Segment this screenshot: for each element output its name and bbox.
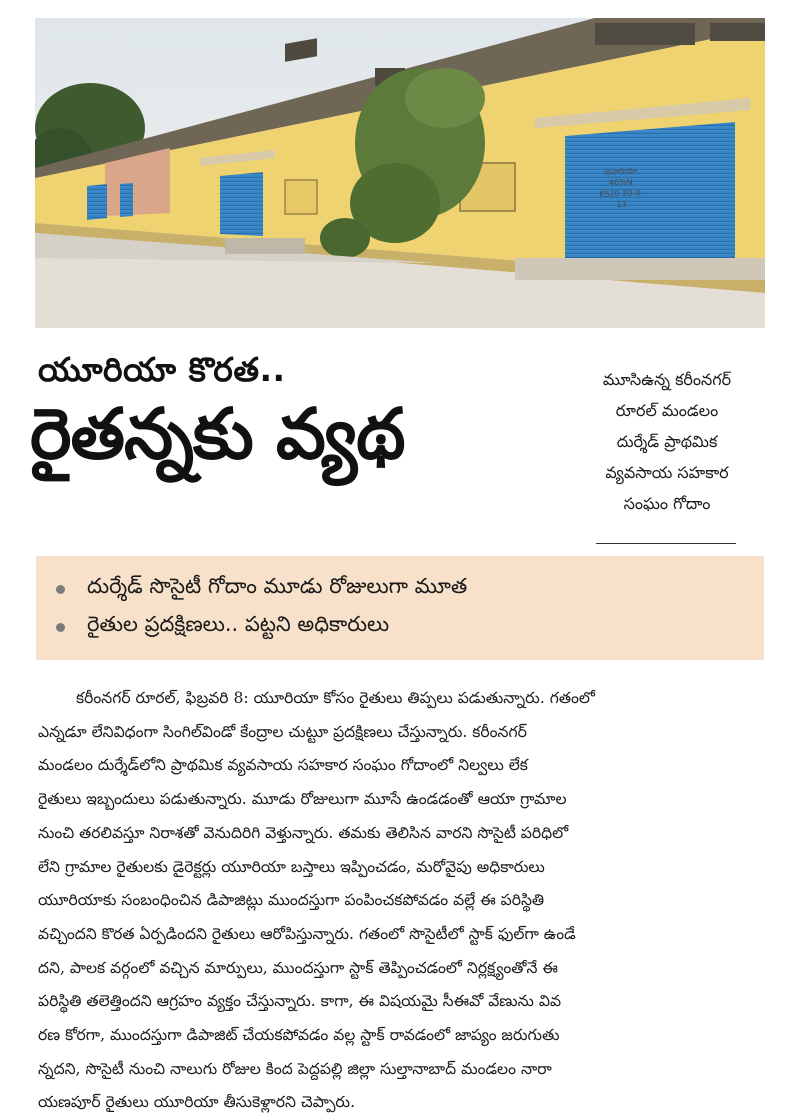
body-line: దని, పాలక వర్గంలో వచ్చిన మార్పులు, ముందస్తుగా స్టాక్ తెప్పించడంలో నిర్లక్ష్యంతోనే ఈ — [38, 958, 558, 977]
bullet-icon — [56, 585, 65, 594]
body-line: రైతులు ఇబ్బందులు పడుతున్నారు. మూడు రోజులుగా మూసే ఉండడంతో ఆయా గ్రామాల — [38, 790, 567, 809]
highlight-item — [56, 570, 764, 608]
body-line: రణ కోరగా, ముందస్తుగా డిపాజిట్ చేయకపోవడం వల్ల స్టాక్ రావడంలో జాప్యం జరుగుతు — [38, 1026, 560, 1045]
highlights-box — [36, 556, 764, 660]
article-body — [38, 682, 764, 1120]
body-line: యణపూర్ రైతులు యూరియా తీసుకెళ్లారని చెప్పారు. — [38, 1093, 356, 1112]
body-line: పరిస్థితి తలెత్తిందని ఆగ్రహం వ్యక్తం చేస్తున్నారు. కాగా, ఈ విషయమై సీఈవో వేణును వివ — [38, 992, 562, 1011]
highlight-item — [56, 608, 764, 646]
wall-sign-text — [594, 165, 648, 211]
photo-caption-note — [568, 364, 764, 519]
news-photo — [35, 18, 765, 328]
body-line: యూరియాకు సంబంధించిన డిపాజిట్లు ముందస్తుగా పంపించకపోవడం వల్లే ఈ పరిస్థితి — [38, 891, 545, 910]
body-line: కరీంనగర్ రూరల్, ఫిబ్రవరి 8: యూరియా కోసం రైతులు తిప్పలు పడుతున్నారు. గతంలో — [76, 689, 595, 707]
body-line: న్నదని, సొసైటీ నుంచి నాలుగు రోజుల కింద పెద్దపల్లి జిల్లా సుల్తానాబాద్ మండలం నారా — [38, 1059, 552, 1078]
body-line: నుంచి తరలివస్తూ నిరాశతో వెనుదిరిగి వెళ్తున్నారు. తమకు తెలిసిన వారని సొసైటీ పరిధిలో — [38, 823, 569, 842]
photo-note-line: సంఘం గోదాం — [623, 494, 711, 513]
photo-note-line: దుర్శేడ్ ప్రాథమిక — [616, 432, 718, 451]
warehouse-photo-image — [35, 18, 765, 328]
caption-underline — [596, 543, 736, 544]
highlight-text: రైతుల ప్రదక్షిణలు.. పట్టని అధికారులు — [87, 612, 390, 636]
photo-note-line: రూరల్ మండలం — [615, 401, 719, 420]
bullet-icon — [56, 623, 65, 632]
body-line: లేని గ్రామాల రైతులకు డైరెక్టర్లు యూరియా బస్తాలు ఇప్పించడం, మరోవైపు అధికారులు — [38, 857, 545, 876]
wall-sign-line-1: యూరియా 46%N — [603, 166, 638, 188]
wall-sign-line-2: KS20 20-0-13 — [599, 188, 644, 210]
highlight-text: దుర్శేడ్ సొసైటీ గోదాం మూడు రోజులుగా మూత — [87, 574, 468, 598]
body-line: మండలం దుర్శేడ్‌లోని ప్రాథమిక వ్యవసాయ సహకార సంఘం గోదాంలో నిల్వలు లేక — [38, 756, 528, 775]
photo-note-line: మూసిఉన్న కరీంనగర్ — [602, 370, 732, 389]
photo-note-line: వ్యవసాయ సహకార — [605, 463, 729, 482]
headline-kicker: యూరియా కొరత.. — [38, 350, 286, 389]
body-line: ఎన్నడూ లేనివిధంగా సింగిల్‌విండో కేంద్రాల చుట్టూ ప్రదక్షిణలు చేస్తున్నారు. కరీంనగర్ — [38, 722, 527, 741]
headline-title: రైతన్నకు వ్యథ — [30, 393, 405, 475]
body-line: వచ్చిందని కొరత ఏర్పడిందని రైతులు ఆరోపిస్తున్నారు. గతంలో సొసైటీలో స్టాక్ ఫుల్‌గా ఉండే — [38, 924, 576, 943]
